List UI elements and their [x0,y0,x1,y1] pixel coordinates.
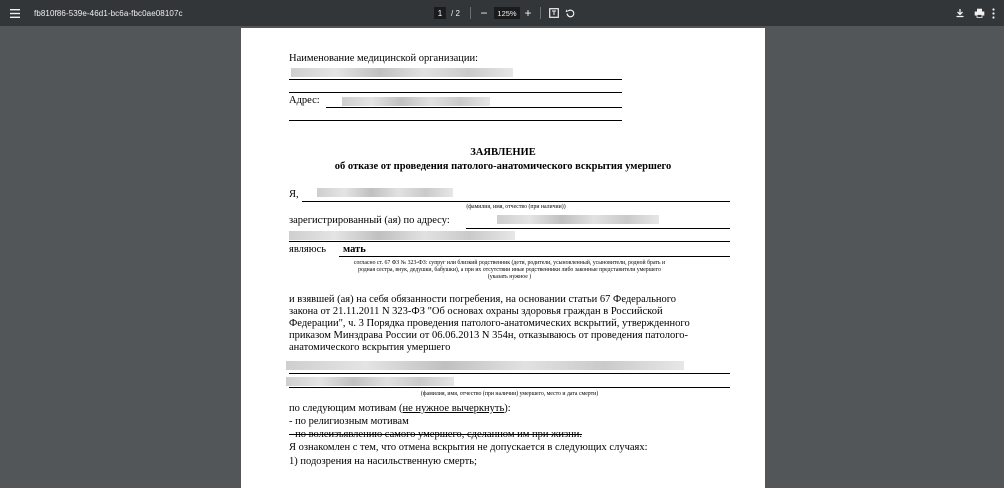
fit-page-icon[interactable] [549,0,559,26]
motive-religious: - по религиозным мотивам [289,416,409,427]
zoom-level-input[interactable]: 125% [494,7,520,19]
motives-suffix: ): [504,403,511,414]
pdf-toolbar [0,0,1004,26]
deceased-hint: (фамилия, имя, отчество (при наличии) умершего, место и дата смерти) [420,391,599,397]
redacted-registration-address [289,231,515,240]
page-total: / 2 [451,8,460,18]
registration-line [466,228,730,229]
document-title: fb810f86-539e-46d1-bc6a-fbc0ae08107c [34,8,183,18]
address-line [289,120,622,121]
redacted-address [342,97,490,106]
document-page [241,28,765,488]
motives-underlined: не нужное вычеркнуть [402,403,505,414]
applicant-prefix: Я, [289,189,299,200]
registration-line [289,241,730,242]
motive-will: - по волеизъявлению самого умершего, сделанном им при жизни. [289,429,583,440]
fio-hint: (фамилия, имя, отчество (при наличии)) [466,204,566,210]
document-title: ЗАЯВЛЕНИЕ [470,147,536,158]
download-icon[interactable] [955,0,965,26]
redacted-deceased-info [286,361,684,370]
org-label: Наименование медицинской организации: [289,53,479,64]
relation-label: являюсь [289,244,327,255]
body-paragraph: приказом Минздрава России от 06.06.2013 N 354н, отказываюсь от проведения патолого- [289,330,688,341]
relation-line [339,256,730,257]
deceased-line [289,373,730,374]
case-1: 1) подозрения на насильственную смерть; [289,456,477,467]
address-label: Адрес: [289,95,320,106]
relation-value: мать [343,244,366,255]
page-number-input[interactable]: 1 [434,7,446,19]
redacted-applicant-name [317,188,453,197]
document-subtitle: об отказе от проведения патолого-анатомического вскрытия умершего [334,161,672,172]
address-line [326,107,622,108]
body-paragraph: анатомического вскрытия умершего [289,342,451,353]
body-paragraph: и взявшей (ая) на себя обязанности погребения, на основании статьи 67 Федерального [289,294,677,305]
zoom-out-button[interactable]: − [480,6,488,20]
menu-icon[interactable] [8,0,22,26]
law-note: родная сестра, внук, дедушки, бабушки), а при их отсутствии иные родственники либо законные представители умершего [358,267,661,273]
acknowledgement: Я ознакомлен с тем, что отмена вскрытия не допускается в следующих случаях: [289,442,648,453]
redacted-org-name [291,68,513,77]
deceased-line [289,387,730,388]
applicant-line [302,201,730,202]
law-note: согласно ст. 67 ФЗ № 323-ФЗ: супруг или близкий родственник (дети, родители, усыновленный, усыновители, родной брать и [353,260,666,266]
motives-prefix: по следующим мотивам ( [289,403,403,414]
registered-label: зарегистрированный (ая) по адресу: [289,215,450,226]
more-options-icon[interactable] [992,0,995,26]
body-paragraph: Федерации", ч. 3 Порядка проведения патолого-анатомических вскрытий, утвержденного [289,318,690,329]
redacted-deceased-info [286,377,454,386]
toolbar-divider [470,7,471,19]
redacted-registration-address [497,215,659,224]
print-icon[interactable] [974,0,985,26]
law-note: (указать нужное ) [487,274,532,280]
org-line [289,92,622,93]
motives-line [289,403,511,415]
toolbar-divider [540,7,541,19]
zoom-in-button[interactable]: + [524,6,532,20]
body-paragraph: закона от 21.11.2011 N 323-ФЗ "Об основах охраны здоровья граждан в Российской [289,306,663,317]
org-line [289,79,622,80]
rotate-icon[interactable] [565,0,576,26]
